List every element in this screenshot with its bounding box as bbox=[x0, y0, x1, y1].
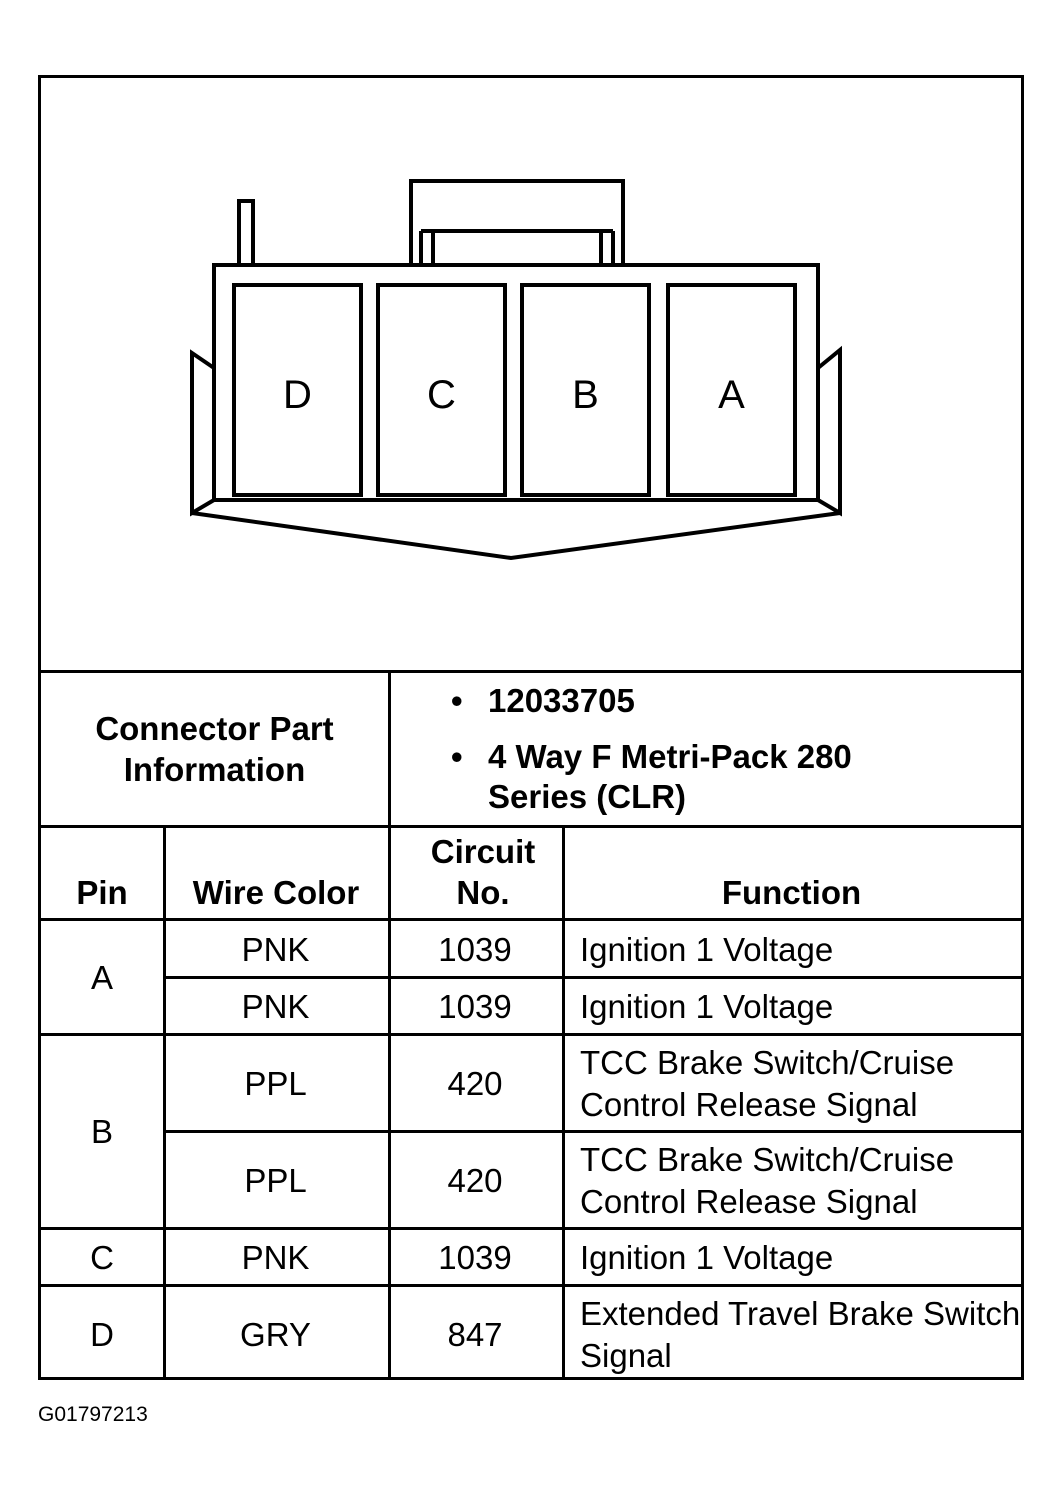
wire-color: GRY bbox=[240, 1315, 311, 1353]
wire-color: PNK bbox=[241, 987, 310, 1025]
header-pin: Pin bbox=[76, 873, 128, 911]
part-number: 12033705 bbox=[488, 682, 635, 719]
bullet-icon: • bbox=[451, 682, 463, 719]
circuit-no: 847 bbox=[447, 1315, 503, 1353]
function: Extended Travel Brake Switch Signal bbox=[580, 1295, 1021, 1374]
header-wire-color: Wire Color bbox=[192, 873, 360, 911]
pin-a: A bbox=[90, 959, 113, 997]
circuit-no: 1039 bbox=[438, 1238, 512, 1276]
divider bbox=[388, 670, 391, 827]
wire-color: PPL bbox=[244, 1161, 307, 1199]
cavity-label-d: D bbox=[283, 373, 312, 417]
part-info-label: Connector Part Information bbox=[95, 709, 334, 788]
connector-latch bbox=[411, 181, 623, 265]
pin-b: B bbox=[90, 1113, 113, 1151]
pin-d: D bbox=[90, 1315, 114, 1353]
figure-id: G01797213 bbox=[38, 1403, 148, 1426]
bullet-icon: • bbox=[451, 738, 463, 775]
cavity-label-b: B bbox=[572, 373, 599, 417]
wire-color: PPL bbox=[244, 1064, 307, 1102]
pin-c: C bbox=[90, 1238, 114, 1276]
connector-diagram-frame bbox=[38, 75, 1024, 1380]
connector-face-drawing bbox=[41, 78, 1021, 668]
function: Ignition 1 Voltage bbox=[580, 987, 834, 1025]
function: Ignition 1 Voltage bbox=[580, 930, 834, 968]
wire-color: PNK bbox=[241, 930, 310, 968]
function: Ignition 1 Voltage bbox=[580, 1238, 834, 1276]
header-function: Function bbox=[721, 873, 862, 911]
wire-color: PNK bbox=[241, 1238, 310, 1276]
circuit-no: 1039 bbox=[438, 930, 512, 968]
circuit-no: 1039 bbox=[438, 987, 512, 1025]
function: TCC Brake Switch/Cruise Control Release Signal bbox=[580, 1044, 955, 1123]
connector-post bbox=[239, 201, 253, 265]
header-circuit-no: Circuit No. bbox=[430, 832, 536, 911]
circuit-no: 420 bbox=[447, 1064, 503, 1102]
part-description: 4 Way F Metri-Pack 280 Series (CLR) bbox=[488, 738, 852, 815]
function: TCC Brake Switch/Cruise Control Release Signal bbox=[580, 1141, 955, 1220]
cavity-label-a: A bbox=[718, 373, 745, 417]
circuit-no: 420 bbox=[447, 1161, 503, 1199]
cavity-label-c: C bbox=[427, 373, 456, 417]
